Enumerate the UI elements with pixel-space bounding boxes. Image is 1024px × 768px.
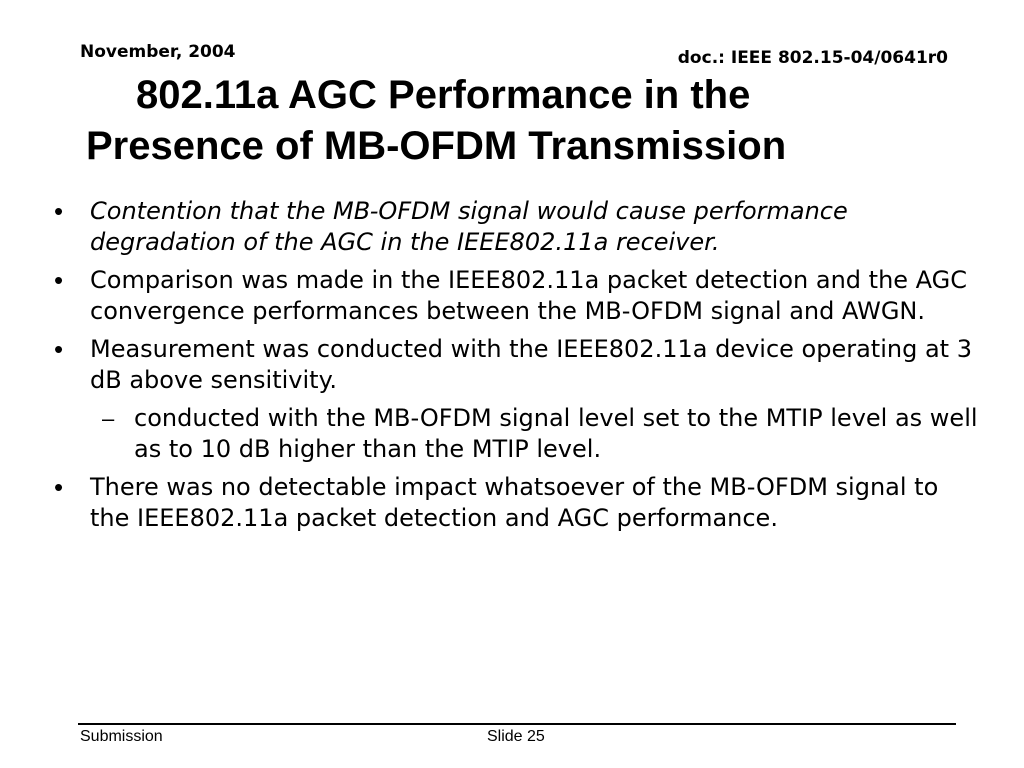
bullet-text: There was no detectable impact whatsoever of the MB-OFDM signal to the IEEE802.11a packet detection and AGC performance. [90,473,939,532]
bullet-marker: • [54,196,64,226]
bullet-text: Measurement was conducted with the IEEE802.11a device operating at 3 dB above sensitivity. [90,335,972,394]
header-doc-id: doc.: IEEE 802.15-04/0641r0 [677,48,948,68]
sub-bullet-text: conducted with the MB-OFDM signal level set to the MTIP level as well as to 10 dB higher than the MTIP level. [134,404,978,463]
slide-title-line-1: 802.11a AGC Performance in the [136,73,751,117]
dash-marker: – [102,406,115,431]
footer-divider [78,723,956,725]
bullet-item [50,334,980,396]
slide-body [50,196,980,541]
slide-title [86,70,956,172]
sub-bullet-item [96,403,980,465]
header-date: November, 2004 [80,42,236,62]
bullet-item [50,265,980,327]
bullet-item [50,196,980,258]
slide-title-line-2: Presence of MB-OFDM Transmission [86,124,787,168]
bullet-text: Contention that the MB-OFDM signal would cause performance degradation of the AGC in the IEEE802.11a receiver. [90,197,848,256]
bullet-marker: • [54,265,64,295]
slide-number: Slide 25 [487,728,545,745]
footer-submission: Submission [80,728,163,745]
bullet-text: Comparison was made in the IEEE802.11a packet detection and the AGC convergence performances between the MB-OFDM signal and AWGN. [90,266,968,325]
bullet-item [50,472,980,534]
bullet-marker: • [54,472,64,502]
bullet-marker: • [54,334,64,364]
